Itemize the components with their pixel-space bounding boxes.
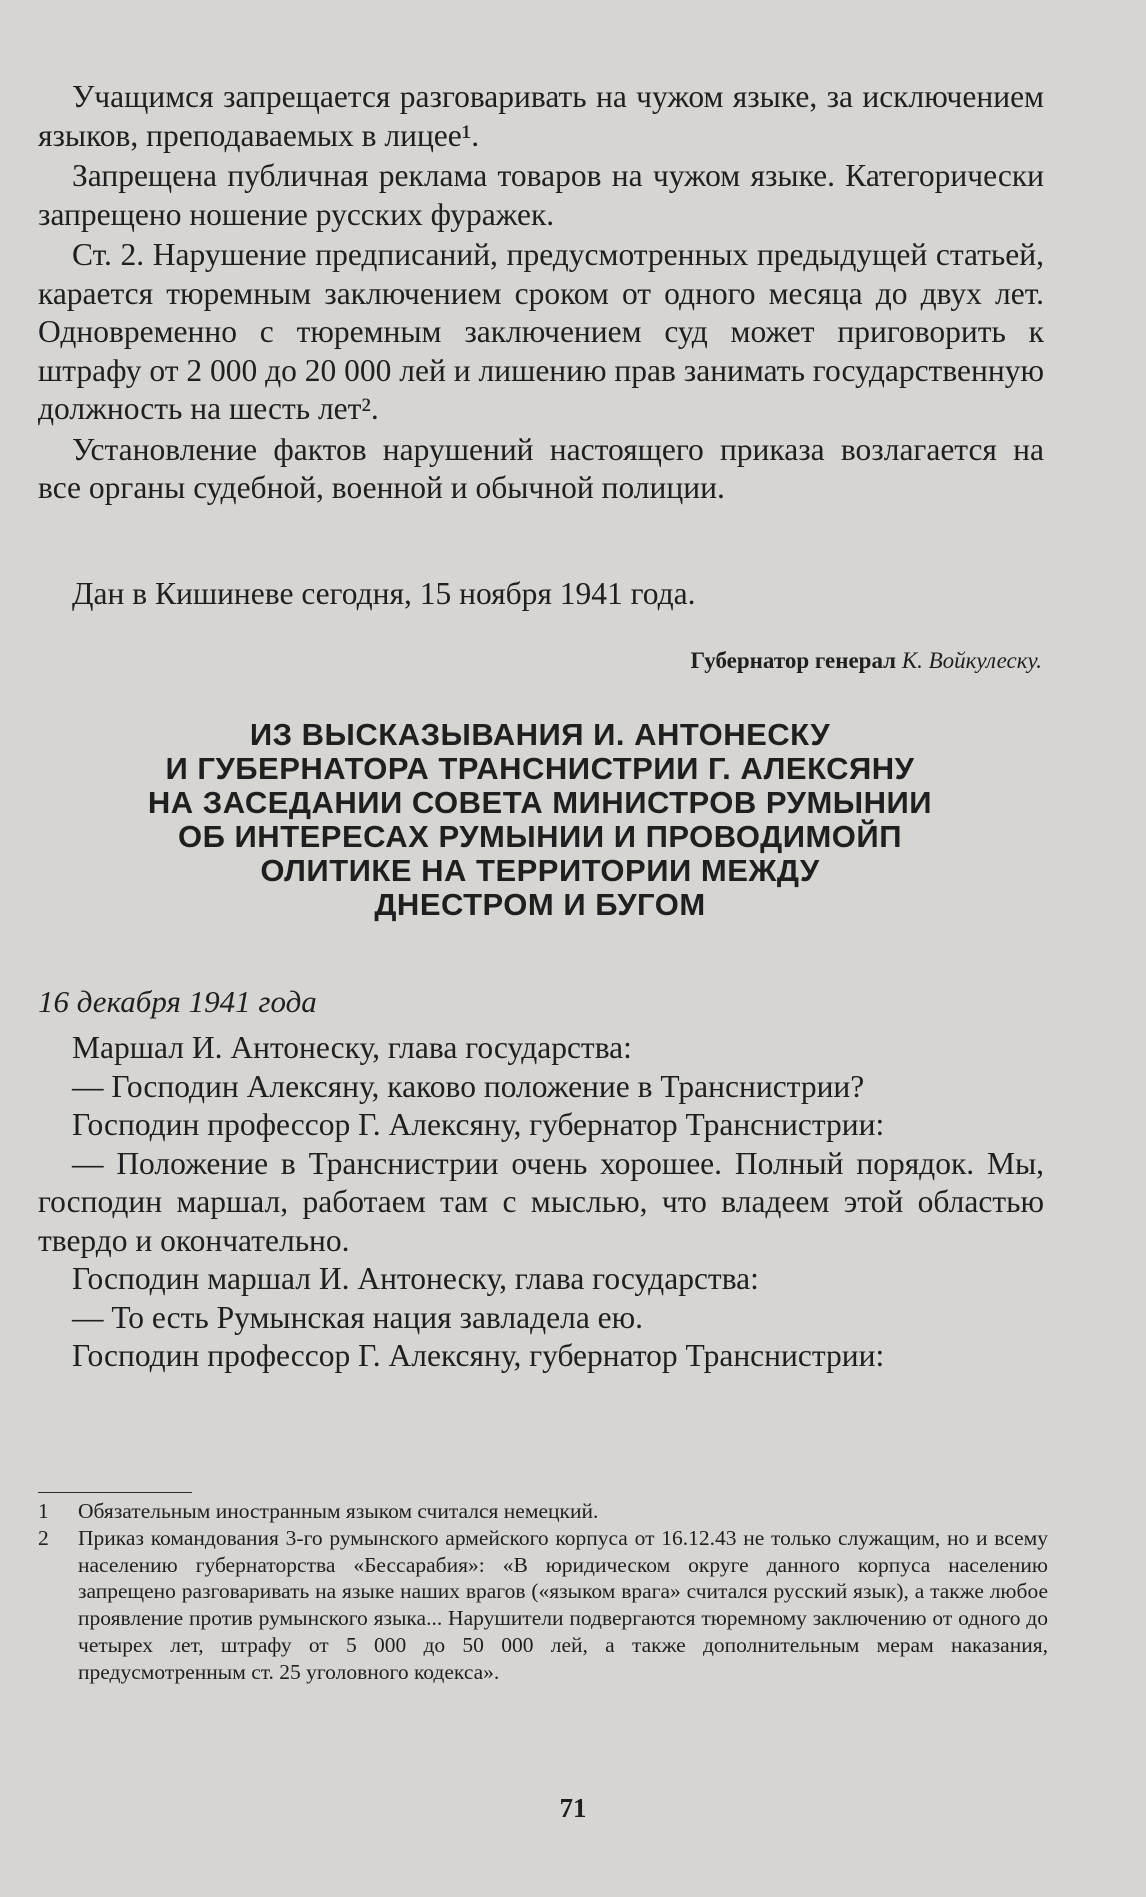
footnote-2: [38, 1525, 1048, 1686]
footnote-number: 1: [38, 1499, 49, 1523]
dialogue-block: [38, 1029, 1044, 1376]
footnote-1: [38, 1498, 1048, 1525]
closing-block: [38, 575, 1044, 616]
dialogue-line: Господин профессор Г. Алексяну, губернатор Транснистрии:: [72, 1107, 885, 1142]
footnote-text: Обязательным иностранным языком считался немецкий.: [78, 1499, 599, 1523]
paragraph-enforcement: Установление фактов нарушений настоящего приказа возлагается на все органы судебной, военной и обычной полиции.: [38, 431, 1044, 505]
heading-line: НА ЗАСЕДАНИИ СОВЕТА МИНИСТРОВ РУМЫНИИ: [147, 785, 933, 820]
dialogue-line: Господин маршал И. Антонеску, глава государства:: [72, 1261, 759, 1296]
paragraph-advertising: Запрещена публичная реклама товаров на чужом языке. Категорически запрещено ношение русских фуражек.: [38, 158, 1044, 232]
top-text-block: [38, 78, 1044, 510]
section-date: 16 декабря 1941 года: [38, 984, 317, 1019]
signature-name: К. Войкулеску.: [901, 648, 1042, 673]
dialogue-line: — То есть Румынская нация завладела ею.: [72, 1299, 644, 1335]
closing-line: Дан в Кишиневе сегодня, 15 ноября 1941 года.: [72, 576, 696, 611]
dialogue-line: Господин профессор Г. Алексяну, губернатор Транснистрии:: [72, 1338, 885, 1373]
heading-line: ИЗ ВЫСКАЗЫВАНИЯ И. АНТОНЕСКУ: [249, 717, 831, 752]
heading-line: ОБ ИНТЕРЕСАХ РУМЫНИИ И ПРОВОДИМОЙП: [178, 819, 902, 854]
heading-line: И ГУБЕРНАТОРА ТРАНСНИСТРИИ Г. АЛЕКСЯНУ: [165, 751, 915, 786]
dialogue-line: — Положение в Транснистрии очень хорошее. Полный порядок. Мы, господин маршал, работаем там с мыслью, что владеем этой областью твердо и окончательно.: [38, 1145, 1044, 1258]
heading-line: ДНЕСТРОМ И БУГОМ: [374, 887, 706, 922]
dialogue-line: Маршал И. Антонеску, глава государства:: [72, 1030, 632, 1065]
dialogue-line: — Господин Алексяну, каково положение в Транснистрии?: [72, 1068, 865, 1104]
page-number: 71: [559, 1793, 587, 1823]
footnote-number: 2: [38, 1525, 49, 1550]
signature: [691, 648, 1042, 674]
paragraph-article-2: Ст. 2. Нарушение предписаний, предусмотренных предыдущей статьей, карается тюремным заключением сроком от одного месяца до двух лет. Одновременно с тюремным заключением суд может приговорить к штрафу от 2 000 до 20 000 лей и лишению прав занимать государственную должность на шесть лет².: [38, 237, 1044, 426]
heading-line: ОЛИТИКЕ НА ТЕРРИТОРИИ МЕЖДУ: [260, 853, 820, 888]
footnote-divider: [38, 1492, 192, 1493]
footnote-text: Приказ командования 3-го румынского армейского корпуса от 16.12.43 не только служащим, но и всему населению губернаторства «Бессарабия»: «В юридическом округе данного корпуса населению запрещено разговаривать на языке наших врагов («языком врага» считался русский язык), а также любое проявление против румынского языка... Нарушители подвергаются тюремному заключению от одного до четырех лет, штрафу от 5 000 до 50 000 лей, а также дополнительным мерам наказания, предусмотренным ст. 25 уголовного кодекса».: [78, 1525, 1048, 1684]
footnotes: [38, 1498, 1048, 1686]
section-heading: [40, 718, 1040, 922]
paragraph-students: Учащимся запрещается разговаривать на чужом языке, за исключением языков, преподаваемых в лицее¹.: [38, 79, 1044, 153]
signature-title: Губернатор генерал: [690, 648, 897, 673]
